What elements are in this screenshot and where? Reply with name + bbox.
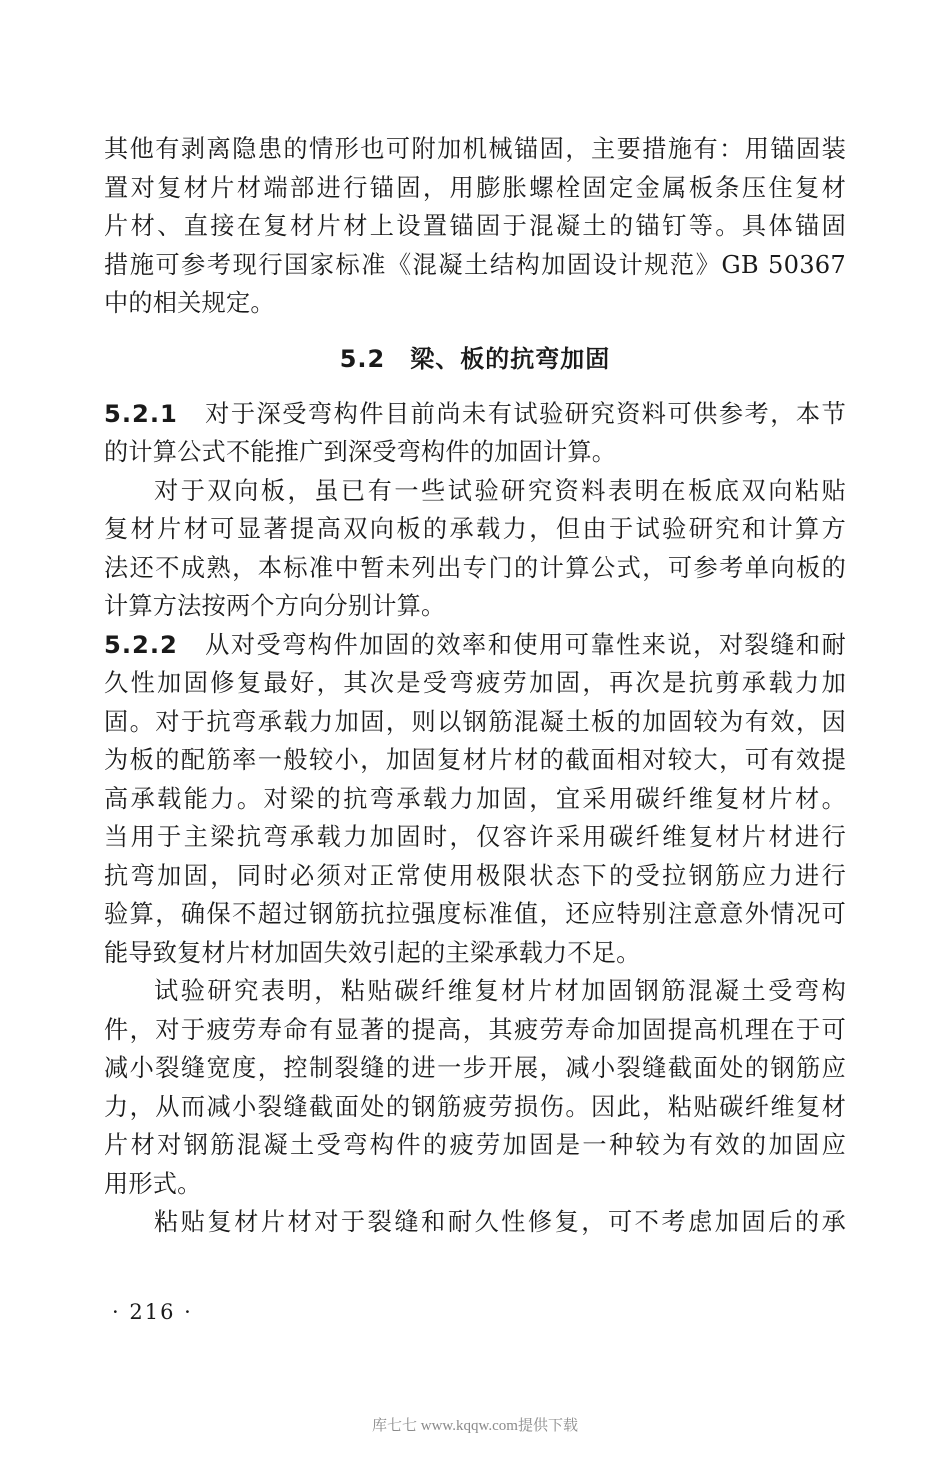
text-line: 用形式。 [104,1169,202,1198]
text-line: 粘贴复材片材对于裂缝和耐久性修复，可不考虑加固后的承 [154,1208,846,1236]
text-line: 久性加固修复最好，其次是受弯疲劳加固，再次是抗剪承载力加 [104,669,846,697]
text-line: 验算，确保不超过钢筋抗拉强度标准值，还应特别注意意外情况可 [104,900,846,928]
text-line: 置对复材片材端部进行锚固，用膨胀螺栓固定金属板条压住复材 [104,173,846,202]
clause-number: 5.2.1 [104,399,178,428]
text-line: 高承载能力。对梁的抗弯承载力加固，宜采用碳纤维复材片材。 [104,784,846,813]
text-line: 减小裂缝宽度，控制裂缝的进一步开展，减小裂缝截面处的钢筋应 [104,1054,846,1082]
clause-first-line [104,626,846,665]
section-heading: 5.2 梁、板的抗弯加固 [339,344,611,373]
clause-number: 5.2.2 [104,630,178,659]
watermark: 库七七 www.kqqw.com提供下载 [372,1418,578,1434]
text-line: 计算方法按两个方向分别计算。 [104,592,446,620]
clause-text: 从对受弯构件加固的效率和使用可靠性来说，对裂缝和耐 [203,630,846,659]
page-body [104,130,846,1242]
text-line: 片材对钢筋混凝土受弯构件的疲劳加固是一种较为有效的加固应 [104,1131,846,1159]
page-number: · 216 · [112,1300,193,1324]
intro-paragraph [104,130,846,323]
text-line: 对于双向板，虽已有一些试验研究资料表明在板底双向粘贴 [154,476,846,505]
text-line: 复材片材可显著提高双向板的承载力，但由于试验研究和计算方 [104,515,846,543]
text-line: 片材、直接在复材片材上设置锚固于混凝土的锚钉等。具体锚固 [104,212,846,240]
text-line: 为板的配筋率一般较小，加固复材片材的截面相对较大，可有效提 [104,746,846,774]
text-line: 中的相关规定。 [104,289,275,317]
text-line: 当用于主梁抗弯承载力加固时，仅容许采用碳纤维复材片材进行 [104,823,846,851]
text-line: 其他有剥离隐患的情形也可附加机械锚固，主要措施有：用锚固装 [104,135,846,163]
text-line: 试验研究表明，粘贴碳纤维复材片材加固钢筋混凝土受弯构 [154,977,846,1005]
text-line: 力，从而减小裂缝截面处的钢筋疲劳损伤。因此，粘贴碳纤维复材 [104,1092,846,1121]
text-line: 措施可参考现行国家标准《混凝土结构加固设计规范》GB 50367 [104,250,846,279]
clause-text: 对于深受弯构件目前尚未有试验研究资料可供参考，本节 [203,399,846,428]
clause-5-2-2 [104,626,846,1242]
clause-first-line [104,395,846,434]
text-line: 抗弯加固，同时必须对正常使用极限状态下的受拉钢筋应力进行 [104,861,846,890]
text-line: 法还不成熟，本标准中暂未列出专门的计算公式，可参考单向板的 [104,553,846,582]
text-line: 的计算公式不能推广到深受弯构件的加固计算。 [104,438,617,466]
clause-5-2-1 [104,395,846,626]
text-line: 件，对于疲劳寿命有显著的提高，其疲劳寿命加固提高机理在于可 [104,1015,846,1044]
text-line: 固。对于抗弯承载力加固，则以钢筋混凝土板的加固较为有效，因 [104,707,846,736]
text-line: 能导致复材片材加固失效引起的主梁承载力不足。 [104,938,641,967]
